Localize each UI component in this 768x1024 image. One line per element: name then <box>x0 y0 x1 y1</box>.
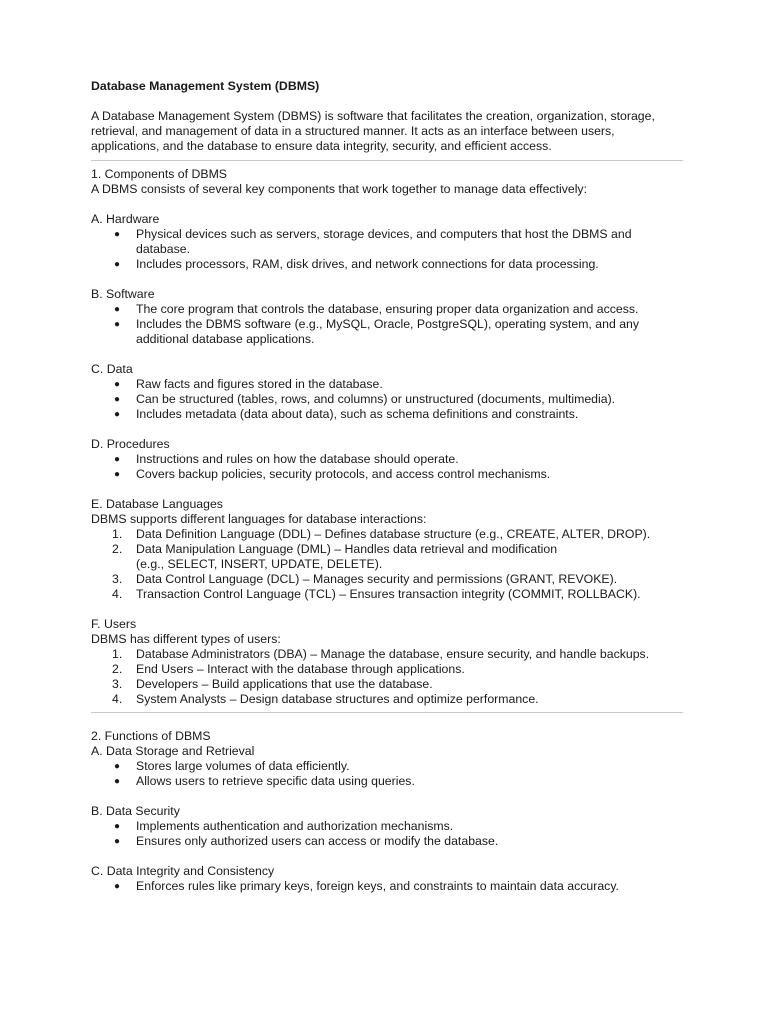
list-item-text: Can be structured (tables, rows, and columns) or unstructured (documents, multimedia). <box>136 392 616 406</box>
spacer <box>91 849 683 864</box>
list-item-text: Raw facts and figures stored in the database. <box>136 377 383 391</box>
bullet-icon: ● <box>114 259 121 270</box>
list-item-text: Enforces rules like primary keys, foreign keys, and constraints to maintain data accuracy. <box>136 879 619 893</box>
list-item <box>91 677 683 692</box>
list-item <box>91 572 683 587</box>
list-number: 2. <box>112 662 123 676</box>
list-item-text: Physical devices such as servers, storage devices, and computers that host the DBMS and database. <box>136 227 632 256</box>
bullet-icon: ● <box>114 229 121 240</box>
document-title: Database Management System (DBMS) <box>91 79 320 93</box>
list-number: 1. <box>112 647 123 661</box>
subheading-security: B. Data Security <box>91 804 180 818</box>
software-list <box>91 302 683 347</box>
spacer <box>91 422 683 437</box>
spacer <box>91 347 683 362</box>
storage-list <box>91 759 683 789</box>
bullet-icon: ● <box>114 821 121 832</box>
bullet-icon: ● <box>114 881 121 892</box>
subheading-integrity: C. Data Integrity and Consistency <box>91 864 275 878</box>
list-item <box>91 302 683 317</box>
list-item-text-continued: (e.g., SELECT, INSERT, UPDATE, DELETE). <box>136 557 383 571</box>
subheading-data: C. Data <box>91 362 133 376</box>
bullet-icon: ● <box>114 319 121 330</box>
list-item-text: Implements authentication and authorization mechanisms. <box>136 819 454 833</box>
list-item-text: Includes processors, RAM, disk drives, and network connections for data processing. <box>136 257 599 271</box>
list-item <box>91 587 683 602</box>
security-list <box>91 819 683 849</box>
spacer <box>91 197 683 212</box>
languages-intro: DBMS supports different languages for database interactions: <box>91 512 427 526</box>
spacer <box>91 94 683 109</box>
list-item <box>91 452 683 467</box>
list-item-text: Stores large volumes of data efficiently. <box>136 759 350 773</box>
list-item-text: Ensures only authorized users can access or modify the database. <box>136 834 499 848</box>
list-number: 1. <box>112 527 123 541</box>
subheading-software: B. Software <box>91 287 155 301</box>
subheading-storage: A. Data Storage and Retrieval <box>91 744 255 758</box>
hardware-list <box>91 227 683 272</box>
list-item <box>91 317 683 347</box>
list-number: 4. <box>112 692 123 706</box>
list-item <box>91 692 683 707</box>
section-divider <box>91 160 683 161</box>
subheading-hardware: A. Hardware <box>91 212 160 226</box>
list-item <box>91 407 683 422</box>
list-item <box>91 662 683 677</box>
list-item-text: System Analysts – Design database structures and optimize performance. <box>136 692 539 706</box>
bullet-icon: ● <box>114 454 121 465</box>
section-divider <box>91 712 683 713</box>
section-heading-components: 1. Components of DBMS <box>91 167 228 181</box>
data-list <box>91 377 683 422</box>
subheading-procedures: D. Procedures <box>91 437 170 451</box>
spacer <box>91 482 683 497</box>
list-item-text: Data Manipulation Language (DML) – Handles data retrieval and modification <box>136 542 558 556</box>
list-item <box>91 527 683 542</box>
list-item-text: Database Administrators (DBA) – Manage the database, ensure security, and handle backups. <box>136 647 650 661</box>
bullet-icon: ● <box>114 409 121 420</box>
list-item-text: Covers backup policies, security protocols, and access control mechanisms. <box>136 467 551 481</box>
spacer <box>91 789 683 804</box>
spacer <box>91 602 683 617</box>
list-item <box>91 542 683 572</box>
list-number: 3. <box>112 677 123 691</box>
list-item <box>91 392 683 407</box>
bullet-icon: ● <box>114 379 121 390</box>
list-item <box>91 819 683 834</box>
users-list <box>91 647 683 707</box>
languages-list <box>91 527 683 602</box>
list-number: 2. <box>112 542 123 556</box>
list-item-text: Transaction Control Language (TCL) – Ensures transaction integrity (COMMIT, ROLLBACK). <box>136 587 641 601</box>
list-item <box>91 879 683 894</box>
subheading-users: F. Users <box>91 617 137 631</box>
bullet-icon: ● <box>114 394 121 405</box>
list-item-text: Data Definition Language (DDL) – Defines database structure (e.g., CREATE, ALTER, DROP). <box>136 527 651 541</box>
list-number: 3. <box>112 572 123 586</box>
list-item-text: Allows users to retrieve specific data using queries. <box>136 774 415 788</box>
list-item <box>91 377 683 392</box>
list-item-text: Includes metadata (data about data), such as schema definitions and constraints. <box>136 407 579 421</box>
subheading-languages: E. Database Languages <box>91 497 223 511</box>
document-page <box>91 79 683 894</box>
list-number: 4. <box>112 587 123 601</box>
list-item <box>91 759 683 774</box>
spacer <box>91 272 683 287</box>
list-item-text: Instructions and rules on how the database should operate. <box>136 452 459 466</box>
bullet-icon: ● <box>114 469 121 480</box>
intro-paragraph: A Database Management System (DBMS) is software that facilitates the creation, organization, storage, retrieval, and management of data in a structured manner. It acts as an interface between users, applications, and the database to ensure data integrity, security, and efficient access. <box>91 109 655 153</box>
list-item-text: Includes the DBMS software (e.g., MySQL, Oracle, PostgreSQL), operating system, and any additional database applications. <box>136 317 640 346</box>
list-item <box>91 467 683 482</box>
bullet-icon: ● <box>114 761 121 772</box>
list-item-text: Data Control Language (DCL) – Manages security and permissions (GRANT, REVOKE). <box>136 572 618 586</box>
list-item <box>91 227 683 257</box>
bullet-icon: ● <box>114 304 121 315</box>
list-item <box>91 774 683 789</box>
procedures-list <box>91 452 683 482</box>
list-item <box>91 834 683 849</box>
list-item-text: The core program that controls the database, ensuring proper data organization and access. <box>136 302 639 316</box>
list-item-text: End Users – Interact with the database through applications. <box>136 662 465 676</box>
bullet-icon: ● <box>114 836 121 847</box>
bullet-icon: ● <box>114 776 121 787</box>
section-heading-functions: 2. Functions of DBMS <box>91 729 211 743</box>
integrity-list <box>91 879 683 894</box>
users-intro: DBMS has different types of users: <box>91 632 281 646</box>
list-item <box>91 647 683 662</box>
components-intro: A DBMS consists of several key components that work together to manage data effectively: <box>91 182 588 196</box>
list-item <box>91 257 683 272</box>
list-item-text: Developers – Build applications that use the database. <box>136 677 433 691</box>
